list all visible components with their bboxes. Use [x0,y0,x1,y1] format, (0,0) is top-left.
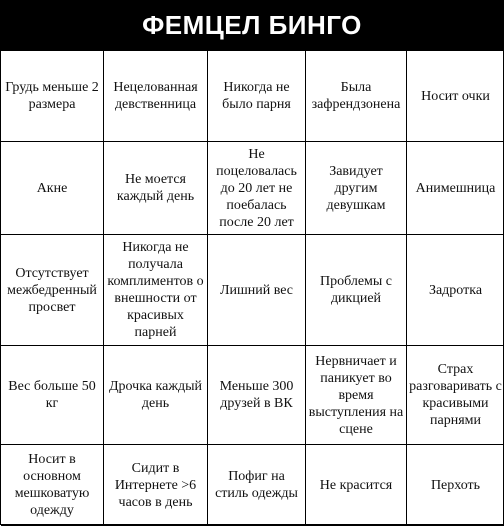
bingo-cell: Не поцеловалась до 20 лет не поебалась после 20 лет [208,142,306,235]
bingo-cell: Не красится [306,445,407,526]
bingo-cell: Лишний вес [208,235,306,346]
bingo-cell: Нецелованная девственница [104,51,208,142]
bingo-cell: Перхоть [407,445,504,526]
bingo-cell: Акне [1,142,104,235]
bingo-cell: Меньше 300 друзей в ВК [208,346,306,445]
bingo-cell: Отсутствует межбедренный просвет [1,235,104,346]
bingo-cell: Грудь меньше 2 размера [1,51,104,142]
bingo-cell: Завидует другим девушкам [306,142,407,235]
bingo-cell: Проблемы с дикцией [306,235,407,346]
bingo-title: ФЕМЦЕЛ БИНГО [0,0,504,50]
bingo-cell: Пофиг на стиль одежды [208,445,306,526]
bingo-cell: Страх разговаривать с красивыми парнями [407,346,504,445]
bingo-grid [0,50,504,525]
bingo-cell: Задротка [407,235,504,346]
bingo-cell: Анимешница [407,142,504,235]
bingo-cell: Никогда не было парня [208,51,306,142]
bingo-cell: Носит в основном мешковатую одежду [1,445,104,526]
bingo-cell: Никогда не получала комплиментов о внешности от красивых парней [104,235,208,346]
bingo-cell: Не моется каждый день [104,142,208,235]
bingo-cell: Вес больше 50 кг [1,346,104,445]
bingo-cell: Была зафрендзонена [306,51,407,142]
bingo-cell: Нервничает и паникует во время выступления на сцене [306,346,407,445]
bingo-cell: Носит очки [407,51,504,142]
bingo-cell: Дрочка каждый день [104,346,208,445]
bingo-cell: Сидит в Интернете >6 часов в день [104,445,208,526]
